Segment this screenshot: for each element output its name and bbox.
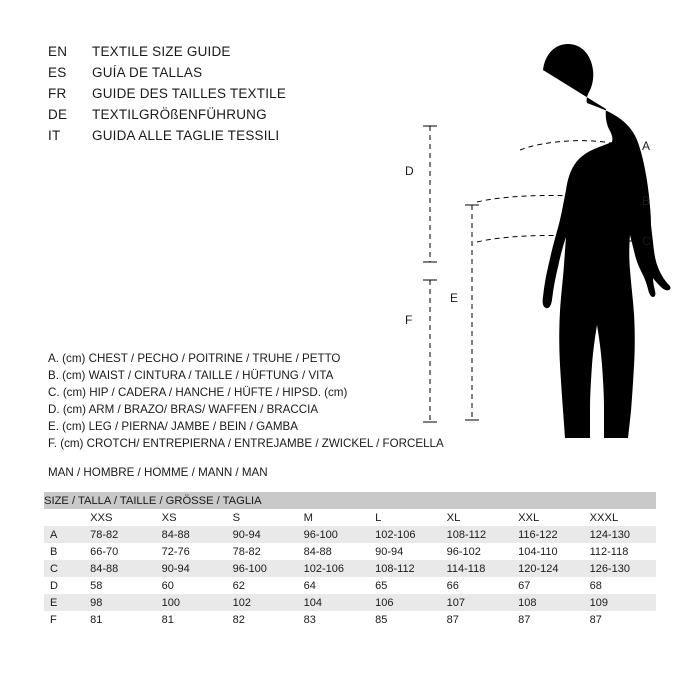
table-cell: 66-70 bbox=[84, 543, 156, 560]
language-row bbox=[48, 86, 388, 107]
table-cell: 65 bbox=[369, 577, 440, 594]
language-title: GUIDE DES TAILLES TEXTILE bbox=[92, 86, 287, 101]
language-row bbox=[48, 107, 388, 128]
table-row bbox=[44, 594, 656, 611]
table-cell: 96-100 bbox=[298, 526, 369, 543]
callout-label-b: B bbox=[642, 194, 651, 208]
language-code: FR bbox=[48, 86, 67, 101]
table-cell: 84-88 bbox=[156, 526, 227, 543]
table-title-row bbox=[44, 492, 656, 509]
table-cell: 62 bbox=[227, 577, 298, 594]
column-header: S bbox=[227, 509, 298, 526]
table-cell: 120-124 bbox=[512, 560, 583, 577]
column-header: XXL bbox=[512, 509, 583, 526]
table-row bbox=[44, 577, 656, 594]
table-cell: 87 bbox=[512, 611, 583, 628]
table-cell: 60 bbox=[156, 577, 227, 594]
column-header: XXXL bbox=[584, 509, 656, 526]
legend-item: B. (cm) WAIST / CINTURA / TAILLE / HÜFTUNG / VITA bbox=[48, 369, 334, 382]
language-row bbox=[48, 65, 388, 86]
table-cell: 64 bbox=[298, 577, 369, 594]
column-header: L bbox=[369, 509, 440, 526]
language-title: TEXTILGRÖßENFÜHRUNG bbox=[92, 107, 267, 122]
legend-item: D. (cm) ARM / BRAZO/ BRAS/ WAFFEN / BRACCIA bbox=[48, 403, 319, 416]
table-cell: 81 bbox=[156, 611, 227, 628]
table-row bbox=[44, 526, 656, 543]
table-cell: 90-94 bbox=[227, 526, 298, 543]
header-corner bbox=[44, 509, 84, 526]
legend-item: C. (cm) HIP / CADERA / HANCHE / HÜFTE / HIPSD. (cm) bbox=[48, 386, 348, 399]
table-cell: 78-82 bbox=[227, 543, 298, 560]
row-label: A bbox=[44, 526, 84, 543]
table-cell: 108 bbox=[512, 594, 583, 611]
table-cell: 83 bbox=[298, 611, 369, 628]
table-cell: 81 bbox=[84, 611, 156, 628]
language-code: IT bbox=[48, 128, 61, 143]
table-cell: 126-130 bbox=[584, 560, 656, 577]
table-cell: 112-118 bbox=[584, 543, 656, 560]
legend-item: F. (cm) CROTCH/ ENTREPIERNA / ENTREJAMBE / ZWICKEL / FORCELLA bbox=[48, 437, 444, 450]
callout-e bbox=[465, 205, 479, 420]
table-row bbox=[44, 611, 656, 628]
callout-label-d: D bbox=[405, 164, 414, 178]
callout-label-f: F bbox=[405, 313, 413, 327]
row-label: E bbox=[44, 594, 84, 611]
callout-d bbox=[423, 126, 437, 262]
table-cell: 102-106 bbox=[298, 560, 369, 577]
language-title: GUÍA DE TALLAS bbox=[92, 65, 203, 80]
language-title: GUIDA ALLE TAGLIE TESSILI bbox=[92, 128, 280, 143]
legend-item: E. (cm) LEG / PIERNA/ JAMBE / BEIN / GAMBA bbox=[48, 420, 298, 433]
table-cell: 78-82 bbox=[84, 526, 156, 543]
row-label: F bbox=[44, 611, 84, 628]
callout-label-a: A bbox=[642, 139, 651, 153]
table-cell: 107 bbox=[441, 594, 512, 611]
table-header-row bbox=[44, 509, 656, 526]
table-cell: 96-100 bbox=[227, 560, 298, 577]
column-header: M bbox=[298, 509, 369, 526]
table-cell: 90-94 bbox=[156, 560, 227, 577]
table-cell: 87 bbox=[584, 611, 656, 628]
title-language-block bbox=[48, 44, 388, 149]
column-header: XS bbox=[156, 509, 227, 526]
size-table-wrapper bbox=[44, 492, 656, 628]
table-cell: 108-112 bbox=[441, 526, 512, 543]
column-header: XL bbox=[441, 509, 512, 526]
size-table bbox=[44, 492, 656, 628]
table-cell: 58 bbox=[84, 577, 156, 594]
table-row bbox=[44, 560, 656, 577]
table-cell: 108-112 bbox=[369, 560, 440, 577]
language-row bbox=[48, 44, 388, 65]
table-row bbox=[44, 543, 656, 560]
table-cell: 84-88 bbox=[84, 560, 156, 577]
row-label: D bbox=[44, 577, 84, 594]
table-cell: 66 bbox=[441, 577, 512, 594]
table-cell: 114-118 bbox=[441, 560, 512, 577]
table-cell: 104-110 bbox=[512, 543, 583, 560]
body-diagram bbox=[380, 30, 680, 460]
table-cell: 96-102 bbox=[441, 543, 512, 560]
table-cell: 87 bbox=[441, 611, 512, 628]
table-cell: 67 bbox=[512, 577, 583, 594]
row-label: C bbox=[44, 560, 84, 577]
table-cell: 98 bbox=[84, 594, 156, 611]
column-header: XXS bbox=[84, 509, 156, 526]
table-cell: 109 bbox=[584, 594, 656, 611]
language-code: DE bbox=[48, 107, 68, 122]
table-cell: 72-76 bbox=[156, 543, 227, 560]
callout-label-e: E bbox=[450, 291, 459, 305]
table-cell: 102-106 bbox=[369, 526, 440, 543]
table-title: SIZE / TALLA / TAILLE / GRÖSSE / TAGLIA bbox=[44, 492, 656, 509]
table-cell: 124-130 bbox=[584, 526, 656, 543]
table-cell: 104 bbox=[298, 594, 369, 611]
table-cell: 84-88 bbox=[298, 543, 369, 560]
gender-label: MAN / HOMBRE / HOMME / MANN / MAN bbox=[48, 466, 268, 479]
table-cell: 90-94 bbox=[369, 543, 440, 560]
callout-f bbox=[423, 280, 437, 422]
language-title: TEXTILE SIZE GUIDE bbox=[92, 44, 231, 59]
table-cell: 100 bbox=[156, 594, 227, 611]
callout-label-c: C bbox=[642, 234, 651, 248]
table-cell: 116-122 bbox=[512, 526, 583, 543]
language-row bbox=[48, 128, 388, 149]
row-label: B bbox=[44, 543, 84, 560]
legend-item: A. (cm) CHEST / PECHO / POITRINE / TRUHE / PETTO bbox=[48, 352, 341, 365]
table-cell: 102 bbox=[227, 594, 298, 611]
language-code: ES bbox=[48, 65, 67, 80]
table-cell: 106 bbox=[369, 594, 440, 611]
table-cell: 85 bbox=[369, 611, 440, 628]
table-cell: 82 bbox=[227, 611, 298, 628]
language-code: EN bbox=[48, 44, 68, 59]
table-cell: 68 bbox=[584, 577, 656, 594]
man-silhouette-icon bbox=[543, 44, 671, 438]
